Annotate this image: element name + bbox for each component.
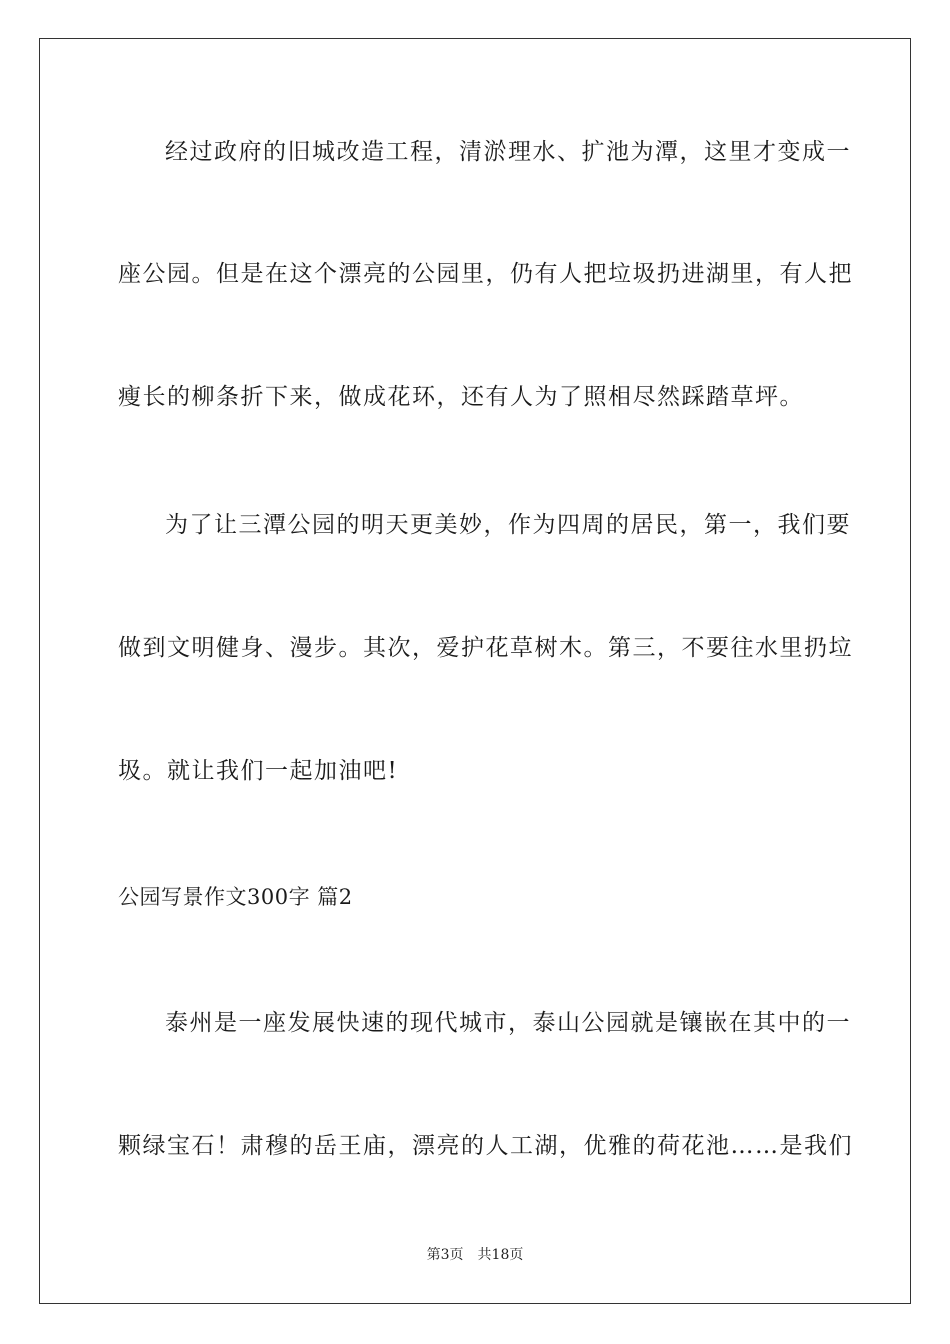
paragraph-line: 经过政府的旧城改造工程，清淤理水、扩池为潭，这里才变成一 (165, 139, 851, 165)
page-frame (39, 38, 911, 1304)
page-number-footer: 第3页 共18页 (426, 1247, 524, 1263)
paragraph-line: 泰州是一座发展快速的现代城市，泰山公园就是镶嵌在其中的一 (165, 1010, 851, 1036)
paragraph-line: 瘦长的柳条折下来，做成花环，还有人为了照相尽然踩踏草坪。 (118, 384, 804, 410)
section-heading: 公园写景作文300字 篇2 (118, 885, 353, 909)
paragraph-line: 做到文明健身、漫步。其次，爱护花草树木。第三，不要往水里扔垃 (118, 635, 853, 661)
paragraph-line: 为了让三潭公园的明天更美妙，作为四周的居民，第一，我们要 (165, 512, 851, 538)
paragraph-line: 颗绿宝石！肃穆的岳王庙，漂亮的人工湖，优雅的荷花池……是我们 (118, 1133, 853, 1159)
paragraph-line: 座公园。但是在这个漂亮的公园里，仍有人把垃圾扔进湖里，有人把 (118, 261, 853, 287)
paragraph-line: 圾。就让我们一起加油吧! (118, 758, 399, 784)
